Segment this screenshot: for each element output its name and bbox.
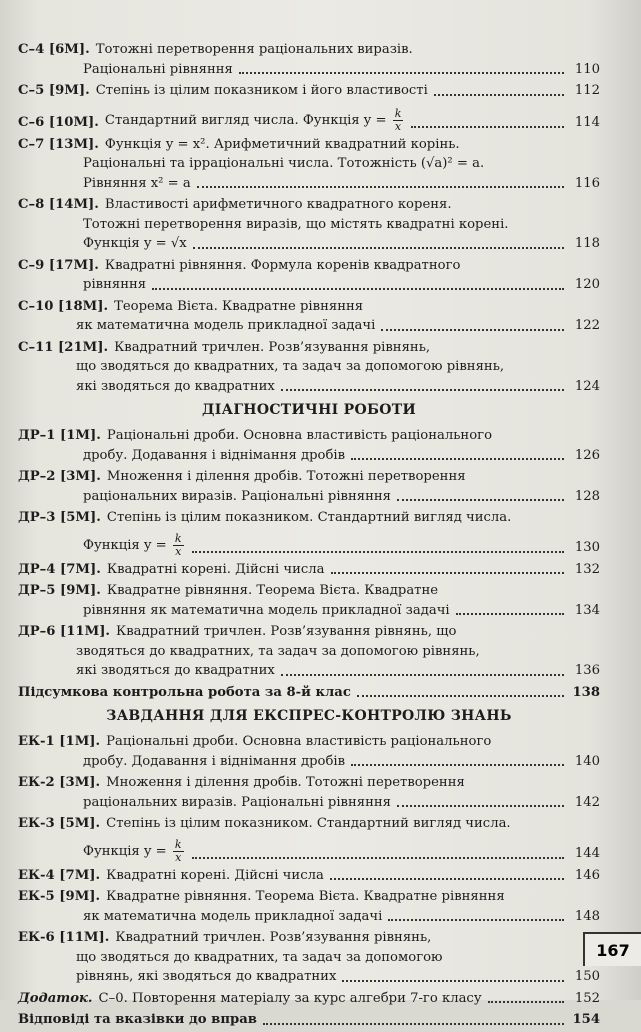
toc-entry-page: 128: [574, 488, 600, 504]
toc-entry[interactable]: [18, 622, 600, 681]
toc-entry-page: 134: [574, 602, 600, 618]
toc-entry-text: дробу. Додавання і віднімання дробів: [83, 447, 346, 463]
toc-entry-line: [18, 40, 600, 60]
dot-leader: [411, 126, 564, 128]
toc-entry-code: С–11 [21М].: [18, 339, 109, 355]
dot-leader: [330, 878, 564, 880]
page-number: 167: [583, 932, 641, 966]
toc-entry-line: [18, 103, 600, 133]
toc-entry-line: [18, 793, 600, 813]
toc-entry-text: Функція y = $\frac{k}{x}$: [83, 837, 182, 864]
toc-entry-line: [18, 948, 600, 968]
toc-entry-line: [18, 581, 600, 601]
toc-entry-page: 118: [574, 236, 600, 251]
toc-entry-text: Раціональні дроби. Основна властивість раціонального: [106, 734, 492, 749]
toc-entry-line: [18, 234, 600, 254]
toc-entry-text: Множення і ділення дробів. Тотожні перетворення: [106, 469, 466, 484]
toc-entry-code: Додаток.: [18, 990, 93, 1006]
toc-entry-line: [18, 814, 600, 834]
toc-entry-text: Функція y = √x: [83, 236, 187, 251]
toc-entry-line: [18, 256, 600, 276]
toc-entry[interactable]: [18, 256, 600, 295]
toc-entry-text: Функція y = $\frac{k}{x}$: [83, 531, 182, 558]
dot-leader: [397, 805, 564, 807]
toc-entry-text: що зводяться до квадратних, та задач за допомогою: [76, 949, 443, 965]
toc-entry-code: ДР–2 [3М].: [18, 469, 101, 484]
toc-entry-text: Властивості арифметичного квадратного кореня.: [104, 197, 452, 212]
toc-entry-line: [18, 487, 600, 507]
toc-entry-line: [18, 508, 600, 528]
toc-entry-page: 124: [574, 378, 600, 394]
table-of-contents: [18, 40, 600, 1032]
toc-entry[interactable]: [18, 683, 600, 703]
dot-leader: [357, 695, 564, 697]
dot-leader: [397, 499, 564, 501]
toc-entry-page: 140: [574, 753, 600, 769]
toc-entry[interactable]: [18, 81, 600, 101]
toc-entry-text: Рівняння x² = a: [83, 175, 191, 191]
dot-leader: [456, 613, 564, 615]
toc-entry-page: 144: [574, 846, 600, 861]
toc-entry-line: [18, 377, 600, 397]
toc-entry-line: [18, 601, 600, 621]
toc-entry-page: 116: [574, 175, 600, 191]
toc-entry-text: Функція y = x². Арифметичний квадратний корінь.: [104, 136, 460, 152]
section-heading: ЗАВДАННЯ ДЛЯ ЕКСПРЕС-КОНТРОЛЮ ЗНАНЬ: [106, 708, 512, 724]
dot-leader: [281, 674, 564, 676]
toc-entry[interactable]: [18, 773, 600, 812]
toc-entry-line: [18, 338, 600, 358]
toc-entry-line: [18, 683, 600, 703]
toc-entry-page: 142: [574, 794, 600, 810]
fraction-k-over-x: $\frac{k}{x}$: [394, 106, 402, 133]
toc-entry-text: Раціональні рівняння: [83, 61, 233, 77]
toc-entry[interactable]: [18, 928, 600, 987]
toc-entry-text: Квадратний тричлен. Розв’язування рівнянь,: [115, 930, 432, 945]
toc-entry-line: [18, 275, 600, 295]
toc-entry-line: [18, 642, 600, 662]
toc-entry-line: [18, 60, 600, 80]
dot-leader: [434, 94, 564, 96]
toc-entry-page: 112: [574, 83, 600, 98]
section-heading: ДІАГНОСТИЧНІ РОБОТИ: [202, 402, 416, 418]
toc-entry-text: рівняння: [83, 277, 147, 292]
toc-entry-page: 114: [574, 115, 600, 130]
toc-entry-code: ЕК-5 [9М].: [18, 889, 101, 904]
toc-entry[interactable]: [18, 195, 600, 254]
toc-entry[interactable]: [18, 989, 600, 1009]
toc-entry-line: [18, 967, 600, 987]
toc-entry-code: ЕК-4 [7М].: [18, 867, 101, 883]
dot-leader: [351, 458, 564, 460]
toc-entry-code: С–9 [17М].: [18, 257, 99, 273]
toc-entry-text: як математична модель прикладної задачі: [83, 908, 383, 924]
toc-entry-line: [18, 81, 600, 101]
dot-leader: [193, 247, 564, 249]
toc-entry-page: 150: [574, 969, 600, 984]
toc-entry-code: ЕК-3 [5М].: [18, 816, 101, 831]
toc-entry-text: С–0. Повторення матеріалу за курс алгебри 7-го класу: [98, 990, 482, 1006]
toc-entry-text: Квадратні корені. Дійсні числа: [106, 561, 325, 577]
toc-entry-text: Стандартний вигляд числа. Функція y = $\frac{k}{x}$: [104, 106, 402, 133]
toc-entry-page: 122: [574, 318, 600, 333]
toc-entry-line: [18, 528, 600, 558]
toc-entry-line: [18, 467, 600, 487]
toc-entry-text: рівнянь, які зводяться до квадратних: [76, 969, 337, 984]
toc-entry[interactable]: [18, 338, 600, 397]
toc-entry-page: 130: [574, 540, 600, 555]
toc-entry-text: Квадратне рівняння. Теорема Вієта. Квадратне: [106, 583, 439, 598]
toc-entry[interactable]: [18, 40, 600, 79]
toc-entry-code: ДР–6 [11М].: [18, 624, 111, 639]
toc-entry-text: Раціональні дроби. Основна властивість раціонального: [106, 428, 493, 443]
toc-entry-line: [18, 215, 600, 235]
toc-entry-code: ДР–3 [5М].: [18, 510, 101, 525]
toc-entry-page: 132: [574, 561, 600, 577]
toc-entry-text: Квадратний тричлен. Розв’язування рівнянь, що: [116, 624, 457, 639]
toc-entry-page: 154: [572, 1012, 600, 1027]
toc-entry-line: [18, 773, 600, 793]
toc-entry-line: [18, 928, 600, 948]
toc-entry[interactable]: [18, 103, 600, 133]
toc-entry-line: [18, 154, 600, 174]
toc-entry-text: що зводяться до квадратних, та задач за допомогою рівнянь,: [76, 359, 505, 374]
toc-entry-text: дробу. Додавання і віднімання дробів: [83, 753, 346, 769]
toc-entry-page: 136: [574, 663, 600, 678]
toc-entry-page: 148: [574, 908, 600, 924]
fraction-k-over-x: $\frac{k}{x}$: [174, 531, 182, 558]
toc-entry-text: Квадратний тричлен. Розв’язування рівнянь,: [114, 339, 431, 355]
toc-entry-text: які зводяться до квадратних: [76, 378, 275, 394]
toc-entry-text: Тотожні перетворення виразів, що містять квадратні корені.: [83, 216, 509, 232]
toc-entry-text: рівняння як математична модель прикладної задачі: [83, 602, 450, 618]
toc-entry-line: [18, 426, 600, 446]
toc-entry-line: [18, 316, 600, 336]
fraction-k-over-x: $\frac{k}{x}$: [174, 837, 182, 864]
dot-leader: [197, 186, 564, 188]
toc-entry-text: Степінь із цілим показником і його властивості: [95, 83, 428, 98]
toc-entry-line: [18, 135, 600, 155]
toc-entry-page: 152: [574, 990, 600, 1006]
toc-entry-code: С–6 [10М].: [18, 115, 99, 130]
toc-entry-text: Квадратне рівняння. Теорема Вієта. Квадратне рівняння: [106, 889, 505, 904]
toc-entry-line: [18, 907, 600, 927]
dot-leader: [381, 329, 564, 331]
toc-entry-page: 120: [574, 277, 600, 292]
toc-entry-line: [18, 866, 600, 886]
toc-entry-code: С–4 [6М].: [18, 42, 90, 57]
dot-leader: [281, 389, 564, 391]
toc-entry-page: 146: [574, 867, 600, 883]
toc-entry-code: ДР–1 [1М].: [18, 428, 101, 443]
dot-leader: [192, 551, 564, 553]
toc-entry-text: раціональних виразів. Раціональні рівняння: [83, 794, 391, 810]
toc-entry-line: [18, 297, 600, 317]
toc-entry-text: Квадратні рівняння. Формула коренів квадратного: [104, 257, 461, 273]
toc-entry[interactable]: [18, 135, 600, 194]
toc-entry[interactable]: [18, 887, 600, 926]
toc-entry-line: [18, 661, 600, 681]
dot-leader: [488, 1001, 564, 1003]
toc-entry[interactable]: [18, 814, 600, 864]
toc-entry-line: [18, 732, 600, 752]
toc-entry-text: зводяться до квадратних, та задач за допомогою рівнянь,: [76, 643, 480, 659]
toc-entry-code: С–10 [18М].: [18, 298, 109, 314]
dot-leader: [388, 919, 564, 921]
toc-entry-text: Тотожні перетворення раціональних виразів.: [95, 42, 413, 57]
toc-entry-page: 110: [574, 61, 600, 77]
toc-entry-text: Підсумкова контрольна робота за 8-й клас: [18, 684, 351, 700]
toc-entry-text: раціональних виразів. Раціональні рівняння: [83, 488, 391, 504]
toc-entry[interactable]: [18, 560, 600, 580]
toc-entry[interactable]: [18, 581, 600, 620]
toc-entry-text: Степінь із цілим показником. Стандартний вигляд числа.: [106, 510, 512, 525]
toc-entry-text: які зводяться до квадратних: [76, 663, 275, 678]
toc-entry-text: Квадратні корені. Дійсні числа: [106, 867, 324, 883]
toc-entry-code: С–8 [14М].: [18, 197, 99, 212]
dot-leader: [263, 1023, 564, 1025]
toc-entry-code: ЕК-1 [1М].: [18, 734, 101, 749]
dot-leader: [351, 764, 564, 766]
toc-entry-line: [18, 195, 600, 215]
dot-leader: [239, 72, 564, 74]
toc-entry-line: [18, 1010, 600, 1030]
toc-entry-text: Степінь із цілим показником. Стандартний вигляд числа.: [106, 816, 511, 831]
toc-entry-code: ЕК-2 [3М].: [18, 775, 101, 790]
toc-entry-line: [18, 622, 600, 642]
toc-entry-text: Теорема Вієта. Квадратне рівняння: [114, 298, 364, 314]
toc-entry[interactable]: [18, 1010, 600, 1030]
dot-leader: [152, 288, 564, 290]
dot-leader: [342, 980, 564, 982]
toc-entry-line: [18, 560, 600, 580]
toc-entry-code: С–7 [13М].: [18, 136, 99, 152]
toc-entry-line: [18, 834, 600, 864]
toc-entry-text: як математична модель прикладної задачі: [76, 318, 376, 333]
toc-entry-page: 126: [574, 447, 600, 463]
toc-entry-line: [18, 887, 600, 907]
toc-entry-page: 138: [572, 684, 600, 700]
toc-entry-code: ДР–5 [9М].: [18, 583, 101, 598]
toc-entry[interactable]: [18, 297, 600, 336]
toc-entry-code: ЕК-6 [11М].: [18, 930, 110, 945]
toc-entry-code: ДР–4 [7М].: [18, 561, 101, 577]
toc-entry[interactable]: [18, 732, 600, 771]
dot-leader: [192, 857, 564, 859]
toc-entry-line: [18, 446, 600, 466]
toc-entry-code: С–5 [9М].: [18, 83, 90, 98]
dot-leader: [331, 572, 564, 574]
toc-entry-line: [18, 174, 600, 194]
toc-entry-line: [18, 989, 600, 1009]
toc-entry-text: Множення і ділення дробів. Тотожні перетворення: [106, 775, 465, 790]
toc-entry-text: Раціональні та ірраціональні числа. Тотожність (√a)² = a.: [83, 156, 485, 171]
toc-entry[interactable]: [18, 467, 600, 506]
toc-entry-line: [18, 752, 600, 772]
toc-entry[interactable]: [18, 508, 600, 558]
toc-entry[interactable]: [18, 866, 600, 886]
toc-entry-line: [18, 357, 600, 377]
toc-entry[interactable]: [18, 426, 600, 465]
toc-entry-text: Відповіді та вказівки до вправ: [18, 1012, 257, 1027]
